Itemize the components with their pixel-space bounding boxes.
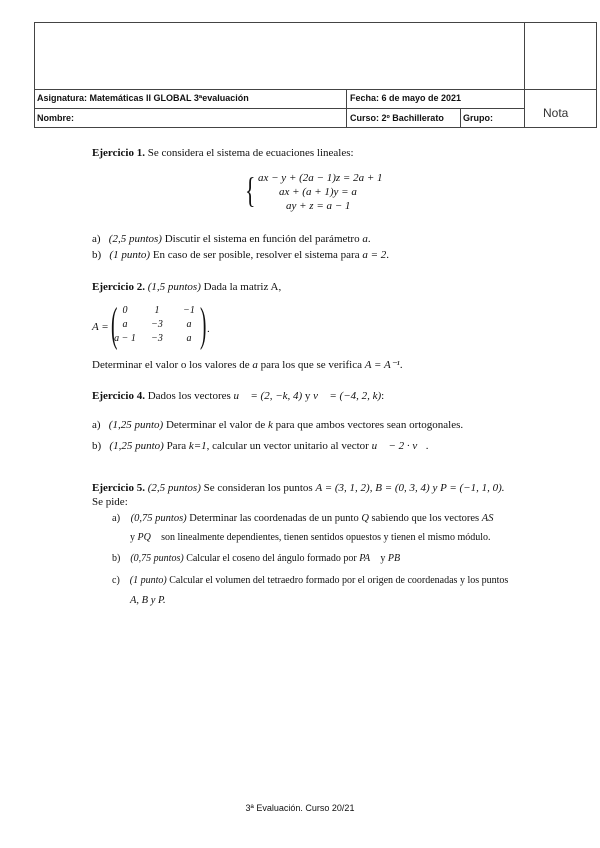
ej1-a-points: (2,5 puntos) bbox=[108, 233, 162, 245]
ej4-b-text: Para bbox=[163, 440, 189, 452]
ej1-a-end: . bbox=[367, 233, 371, 245]
matrix-cell-3-1: a − 1 bbox=[114, 333, 136, 344]
header-divider-2 bbox=[34, 108, 524, 109]
ej4-b-end: . bbox=[425, 440, 429, 452]
ej5-a-y: y bbox=[130, 532, 138, 543]
nota-field[interactable]: Nota bbox=[543, 106, 569, 120]
ej5-part-a-line2 bbox=[130, 531, 491, 545]
ej5-intro-text: Se consideran los puntos bbox=[200, 482, 316, 494]
ej4-a-text: Determinar el valor de bbox=[163, 419, 268, 431]
ej4-b-math: u⃗ − 2 · v⃗ bbox=[371, 440, 426, 452]
ej4-intro-text: Dados los vectores bbox=[144, 390, 234, 402]
ej4-a-label: a) bbox=[92, 419, 101, 431]
ej1-equation-1: ax − y + (2a − 1)z = 2a + 1 bbox=[258, 172, 383, 184]
ej5-intro bbox=[92, 481, 505, 495]
ej4-a-points: (1,25 punto) bbox=[108, 419, 164, 431]
ej5-part-c bbox=[112, 574, 508, 588]
matrix-dot: . bbox=[207, 323, 210, 335]
ej4-intro bbox=[92, 389, 384, 403]
matrix-cell-3-2: −3 bbox=[151, 333, 163, 344]
ej2-title: Ejercicio 2. bbox=[92, 281, 145, 293]
ej2-task-mid: para los que se verifica bbox=[257, 359, 365, 371]
ej5-c-label: c) bbox=[112, 575, 120, 586]
ej1-a-text: Discutir el sistema en función del parámetro bbox=[161, 233, 363, 245]
ej1-a-var: a bbox=[362, 233, 368, 245]
ej5-a-label: a) bbox=[112, 513, 121, 524]
ej2-task-math: A = A⁻¹ bbox=[364, 359, 400, 371]
ej2-points: (1,5 puntos) bbox=[144, 281, 201, 293]
ej4-vector-v: v⃗ = (−4, 2, k) bbox=[313, 390, 382, 402]
ej5-b-y: y bbox=[377, 553, 388, 564]
ej5-a-vector-pq: PQ⃗ bbox=[137, 532, 159, 543]
ej5-a-vector-as: AS⃗ bbox=[481, 513, 502, 524]
ej4-y: y bbox=[302, 390, 314, 402]
ej4-vector-u: u⃗ = (2, −k, 4) bbox=[233, 390, 303, 402]
matrix-lhs: A = bbox=[92, 321, 109, 333]
matrix-cell-3-3: a bbox=[186, 333, 192, 344]
ej1-a-label: a) bbox=[92, 233, 101, 245]
ej5-a-text2: sabiendo que los vectores bbox=[368, 513, 482, 524]
matrix-left-paren: ( bbox=[111, 298, 118, 351]
ej5-a-points: (0,75 puntos) bbox=[130, 513, 187, 524]
fecha-label: Fecha: 6 de mayo de 2021 bbox=[350, 93, 462, 103]
ej2-intro bbox=[92, 280, 281, 294]
ej5-a-text: Determinar las coordenadas de un punto bbox=[186, 513, 362, 524]
ej1-equation-3: ay + z = a − 1 bbox=[286, 200, 351, 212]
ej1-part-a bbox=[92, 232, 371, 246]
ej1-b-text: En caso de ser posible, resolver el sistema para bbox=[150, 249, 363, 261]
ej4-b-label: b) bbox=[92, 440, 102, 452]
ej4-title: Ejercicio 4. bbox=[92, 390, 145, 402]
ej5-points: (2,5 puntos) bbox=[144, 482, 201, 494]
ej5-a-line2-text: son linealmente dependientes, tienen sentidos opuestos y tienen el mismo módulo. bbox=[158, 532, 491, 543]
ej5-b-vector-pb: PB⃗ bbox=[387, 553, 408, 564]
ej4-part-a bbox=[92, 418, 463, 432]
ej4-colon: : bbox=[381, 390, 385, 402]
nombre-field[interactable]: Nombre: bbox=[37, 113, 75, 123]
ej1-equation-2: ax + (a + 1)y = a bbox=[279, 186, 357, 198]
ej2-task bbox=[92, 358, 403, 372]
ej4-a-end: para que ambos vectores sean ortogonales. bbox=[272, 419, 464, 431]
ej1-b-points: (1 punto) bbox=[109, 249, 151, 261]
ej4-part-b bbox=[92, 439, 429, 453]
header-col-divider-2 bbox=[460, 108, 461, 128]
system-brace: { bbox=[245, 170, 256, 210]
ej5-b-text: Calcular el coseno del ángulo formado por bbox=[183, 553, 360, 564]
grupo-field[interactable]: Grupo: bbox=[463, 113, 493, 123]
curso-label: Curso: 2º Bachillerato bbox=[350, 113, 444, 123]
ej5-title: Ejercicio 5. bbox=[92, 482, 145, 494]
header-col-divider-1 bbox=[346, 89, 347, 128]
nota-column-divider bbox=[524, 22, 525, 128]
ej5-part-b bbox=[112, 552, 408, 566]
ej4-b-points: (1,25 punto) bbox=[109, 440, 164, 452]
ej2-task-var: a bbox=[252, 359, 258, 371]
ej5-c-points: (1 punto) bbox=[129, 575, 167, 586]
matrix-right-paren: ) bbox=[200, 298, 207, 351]
ej1-intro bbox=[92, 146, 354, 160]
matrix-cell-2-3: a bbox=[186, 319, 192, 330]
ej4-a-var: k bbox=[267, 419, 273, 431]
ej5-b-vector-pa: PA⃗ bbox=[359, 553, 378, 564]
ej1-title: Ejercicio 1. bbox=[92, 147, 145, 159]
ej5-part-c-line2: A, B y P. bbox=[130, 595, 166, 606]
matrix-cell-1-1: 0 bbox=[122, 305, 128, 316]
ej1-intro-text: Se considera el sistema de ecuaciones lineales: bbox=[144, 147, 354, 159]
header-divider-1 bbox=[34, 89, 597, 90]
ej2-task-text: Determinar el valor o los valores de bbox=[92, 359, 253, 371]
ej5-se-pide: Se pide: bbox=[92, 496, 128, 508]
matrix-cell-2-1: a bbox=[122, 319, 128, 330]
matrix-cell-1-3: −1 bbox=[183, 305, 195, 316]
ej1-b-math: a = 2 bbox=[362, 249, 387, 261]
matrix-cell-2-2: −3 bbox=[151, 319, 163, 330]
asignatura-label: Asignatura: Matemáticas II GLOBAL 3ªevaluación bbox=[37, 93, 249, 103]
ej1-b-label: b) bbox=[92, 249, 102, 261]
header-table bbox=[34, 22, 597, 128]
ej5-points-list: A = (3, 1, 2), B = (0, 3, 4) y P = (−1, 1, 0). bbox=[315, 482, 505, 494]
ej5-b-points: (0,75 puntos) bbox=[130, 553, 184, 564]
ej4-b-mid: , calcular un vector unitario al vector bbox=[206, 440, 372, 452]
ej5-a-q: Q bbox=[361, 513, 369, 524]
matrix-cell-1-2: 1 bbox=[154, 305, 160, 316]
ej1-b-end: . bbox=[386, 249, 390, 261]
page-footer: 3ª Evaluación. Curso 20/21 bbox=[245, 803, 355, 813]
ej5-b-label: b) bbox=[112, 553, 121, 564]
ej1-part-b bbox=[92, 248, 389, 262]
ej2-intro-text: Dada la matriz A, bbox=[200, 281, 282, 293]
ej2-task-end: . bbox=[399, 359, 403, 371]
ej5-c-text: Calcular el volumen del tetraedro formado por el origen de coordenadas y los puntos bbox=[166, 575, 509, 586]
ej5-part-a bbox=[112, 512, 502, 526]
ej4-b-k: k=1 bbox=[188, 440, 207, 452]
